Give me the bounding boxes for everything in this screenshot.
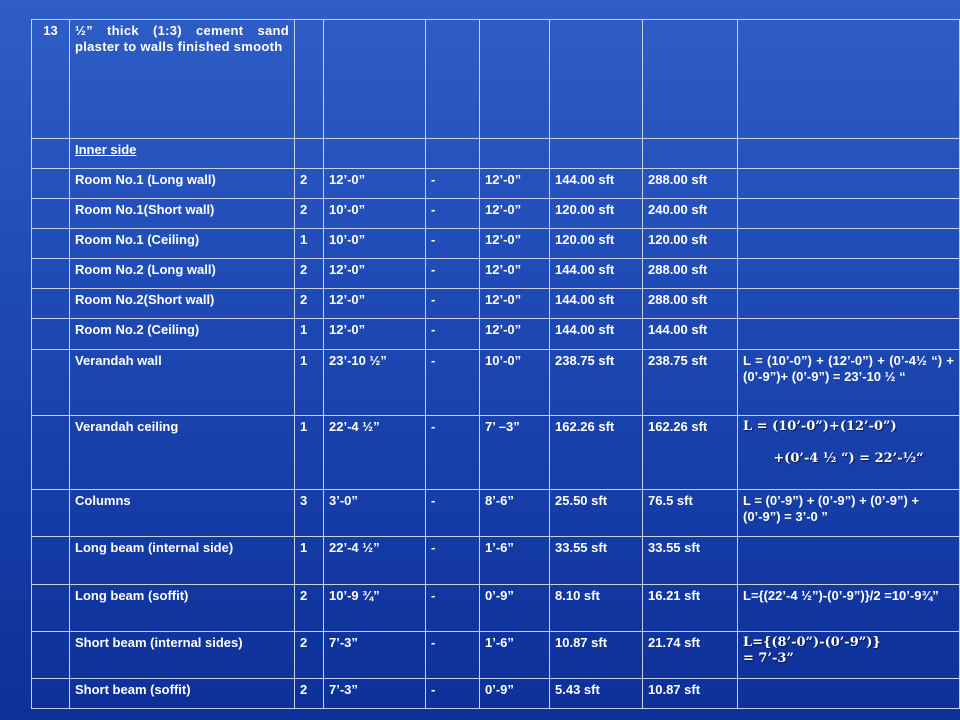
row-breadth: - [426,169,480,199]
row-height: 8’-6” [480,490,550,537]
formula-line-2: = 7’-3” [743,651,794,666]
row-area: 144.00 sft [550,169,643,199]
row-height: 10’-0” [480,350,550,416]
formula-line-1: L={(8’-0”)-(0’-9”)} [743,635,881,650]
row-breadth: - [426,490,480,537]
row-number: 1 [295,537,324,585]
row-breadth: - [426,632,480,679]
row-remarks: L = (0’-9”) + (0’-9”) + (0’-9”) + (0’-9”) = 3’-0 ” [738,490,960,537]
row-description: Verandah wall [70,350,295,416]
row-description: Room No.1(Short wall) [70,199,295,229]
row-height: 12’-0” [480,169,550,199]
row-breadth: - [426,350,480,416]
row-remarks [738,289,960,319]
table-row [32,289,960,319]
row-remarks [738,319,960,350]
row-remarks [738,679,960,709]
row-total: 288.00 sft [643,259,738,289]
row-total: 288.00 sft [643,289,738,319]
row-length: 12’-0” [324,259,426,289]
row-area: 120.00 sft [550,229,643,259]
row-remarks [738,199,960,229]
table-row [32,537,960,585]
row-description: Room No.2(Short wall) [70,289,295,319]
row-total: 288.00 sft [643,169,738,199]
row-total: 238.75 sft [643,350,738,416]
row-remarks: L = (10’-0”) + (12’-0”) + (0’-4½ “) +(0’-9”)+ (0’-9”) = 23’-10 ½ “ [738,350,960,416]
table-row [32,199,960,229]
row-description: Verandah ceiling [70,416,295,490]
table-row [32,319,960,350]
row-total: 33.55 sft [643,537,738,585]
table-row [32,229,960,259]
row-height: 12’-0” [480,319,550,350]
row-length: 12’-0” [324,289,426,319]
row-number: 1 [295,350,324,416]
row-length: 22’-4 ½” [324,537,426,585]
row-number: 2 [295,169,324,199]
row-description: Room No.2 (Long wall) [70,259,295,289]
row-number: 3 [295,490,324,537]
row-total: 144.00 sft [643,319,738,350]
estimate-table [31,19,960,709]
row-breadth: - [426,289,480,319]
row-remarks [738,169,960,199]
row-remarks [738,229,960,259]
row-number: 2 [295,199,324,229]
row-total: 16.21 sft [643,585,738,632]
row-area: 162.26 sft [550,416,643,490]
table-row [32,679,960,709]
row-description: Long beam (internal side) [70,537,295,585]
row-area: 5.43 sft [550,679,643,709]
row-height: 12’-0” [480,259,550,289]
row-area: 10.87 sft [550,632,643,679]
row-description: Short beam (internal sides) [70,632,295,679]
row-description: Long beam (soffit) [70,585,295,632]
row-breadth: - [426,319,480,350]
table-row [32,585,960,632]
row-number: 2 [295,679,324,709]
row-height: 12’-0” [480,229,550,259]
row-area: 8.10 sft [550,585,643,632]
row-description: Columns [70,490,295,537]
row-number: 1 [295,416,324,490]
row-length: 23’-10 ½” [324,350,426,416]
row-length: 7’-3” [324,679,426,709]
row-length: 12’-0” [324,169,426,199]
row-length: 7’-3” [324,632,426,679]
row-length: 10’-0” [324,229,426,259]
row-length: 22’-4 ½” [324,416,426,490]
row-area: 144.00 sft [550,319,643,350]
formula-line-2: +(0’-4 ½ “) = 22’-½“ [773,451,924,466]
row-total: 120.00 sft [643,229,738,259]
row-number: 2 [295,632,324,679]
row-height: 0’-9” [480,679,550,709]
row-height: 7’ –3” [480,416,550,490]
item-number: 13 [32,20,70,139]
row-area: 33.55 sft [550,537,643,585]
row-total: 76.5 sft [643,490,738,537]
row-length: 3’-0” [324,490,426,537]
row-number: 2 [295,585,324,632]
row-height: 12’-0” [480,289,550,319]
row-area: 120.00 sft [550,199,643,229]
row-remarks-formula [738,632,960,679]
row-height: 0’-9” [480,585,550,632]
formula-line-1: L = (10’-0”)+(12’-0”) [743,419,897,434]
item-title: ½” thick (1:3) cement sand plaster to walls finished smooth [70,20,295,139]
row-area: 144.00 sft [550,259,643,289]
table-row [32,416,960,490]
row-remarks-formula [738,416,960,490]
row-number: 2 [295,259,324,289]
row-length: 12’-0” [324,319,426,350]
row-description: Room No.1 (Long wall) [70,169,295,199]
table-row [32,350,960,416]
row-total: 162.26 sft [643,416,738,490]
row-length: 10’-0” [324,199,426,229]
row-length: 10’-9 ¾” [324,585,426,632]
row-total: 10.87 sft [643,679,738,709]
row-breadth: - [426,416,480,490]
row-area: 144.00 sft [550,289,643,319]
row-breadth: - [426,259,480,289]
row-number: 1 [295,319,324,350]
row-area: 238.75 sft [550,350,643,416]
row-area: 25.50 sft [550,490,643,537]
row-description: Short beam (soffit) [70,679,295,709]
table-row [32,490,960,537]
table-row [32,259,960,289]
row-height: 1’-6” [480,632,550,679]
row-number: 2 [295,289,324,319]
table-row [32,632,960,679]
table-row [32,169,960,199]
item-title-row [32,20,960,139]
row-breadth: - [426,229,480,259]
subheading-row [32,139,960,169]
row-remarks: L={(22’-4 ½”)-(0’-9”)}/2 =10’-9¾” [738,585,960,632]
row-breadth: - [426,199,480,229]
row-remarks [738,259,960,289]
row-number: 1 [295,229,324,259]
row-breadth: - [426,585,480,632]
row-remarks [738,537,960,585]
row-description: Room No.1 (Ceiling) [70,229,295,259]
row-total: 21.74 sft [643,632,738,679]
row-total: 240.00 sft [643,199,738,229]
row-height: 1’-6” [480,537,550,585]
subheading-inner-side: Inner side [70,139,295,169]
row-breadth: - [426,679,480,709]
row-breadth: - [426,537,480,585]
row-height: 12’-0” [480,199,550,229]
row-description: Room No.2 (Ceiling) [70,319,295,350]
